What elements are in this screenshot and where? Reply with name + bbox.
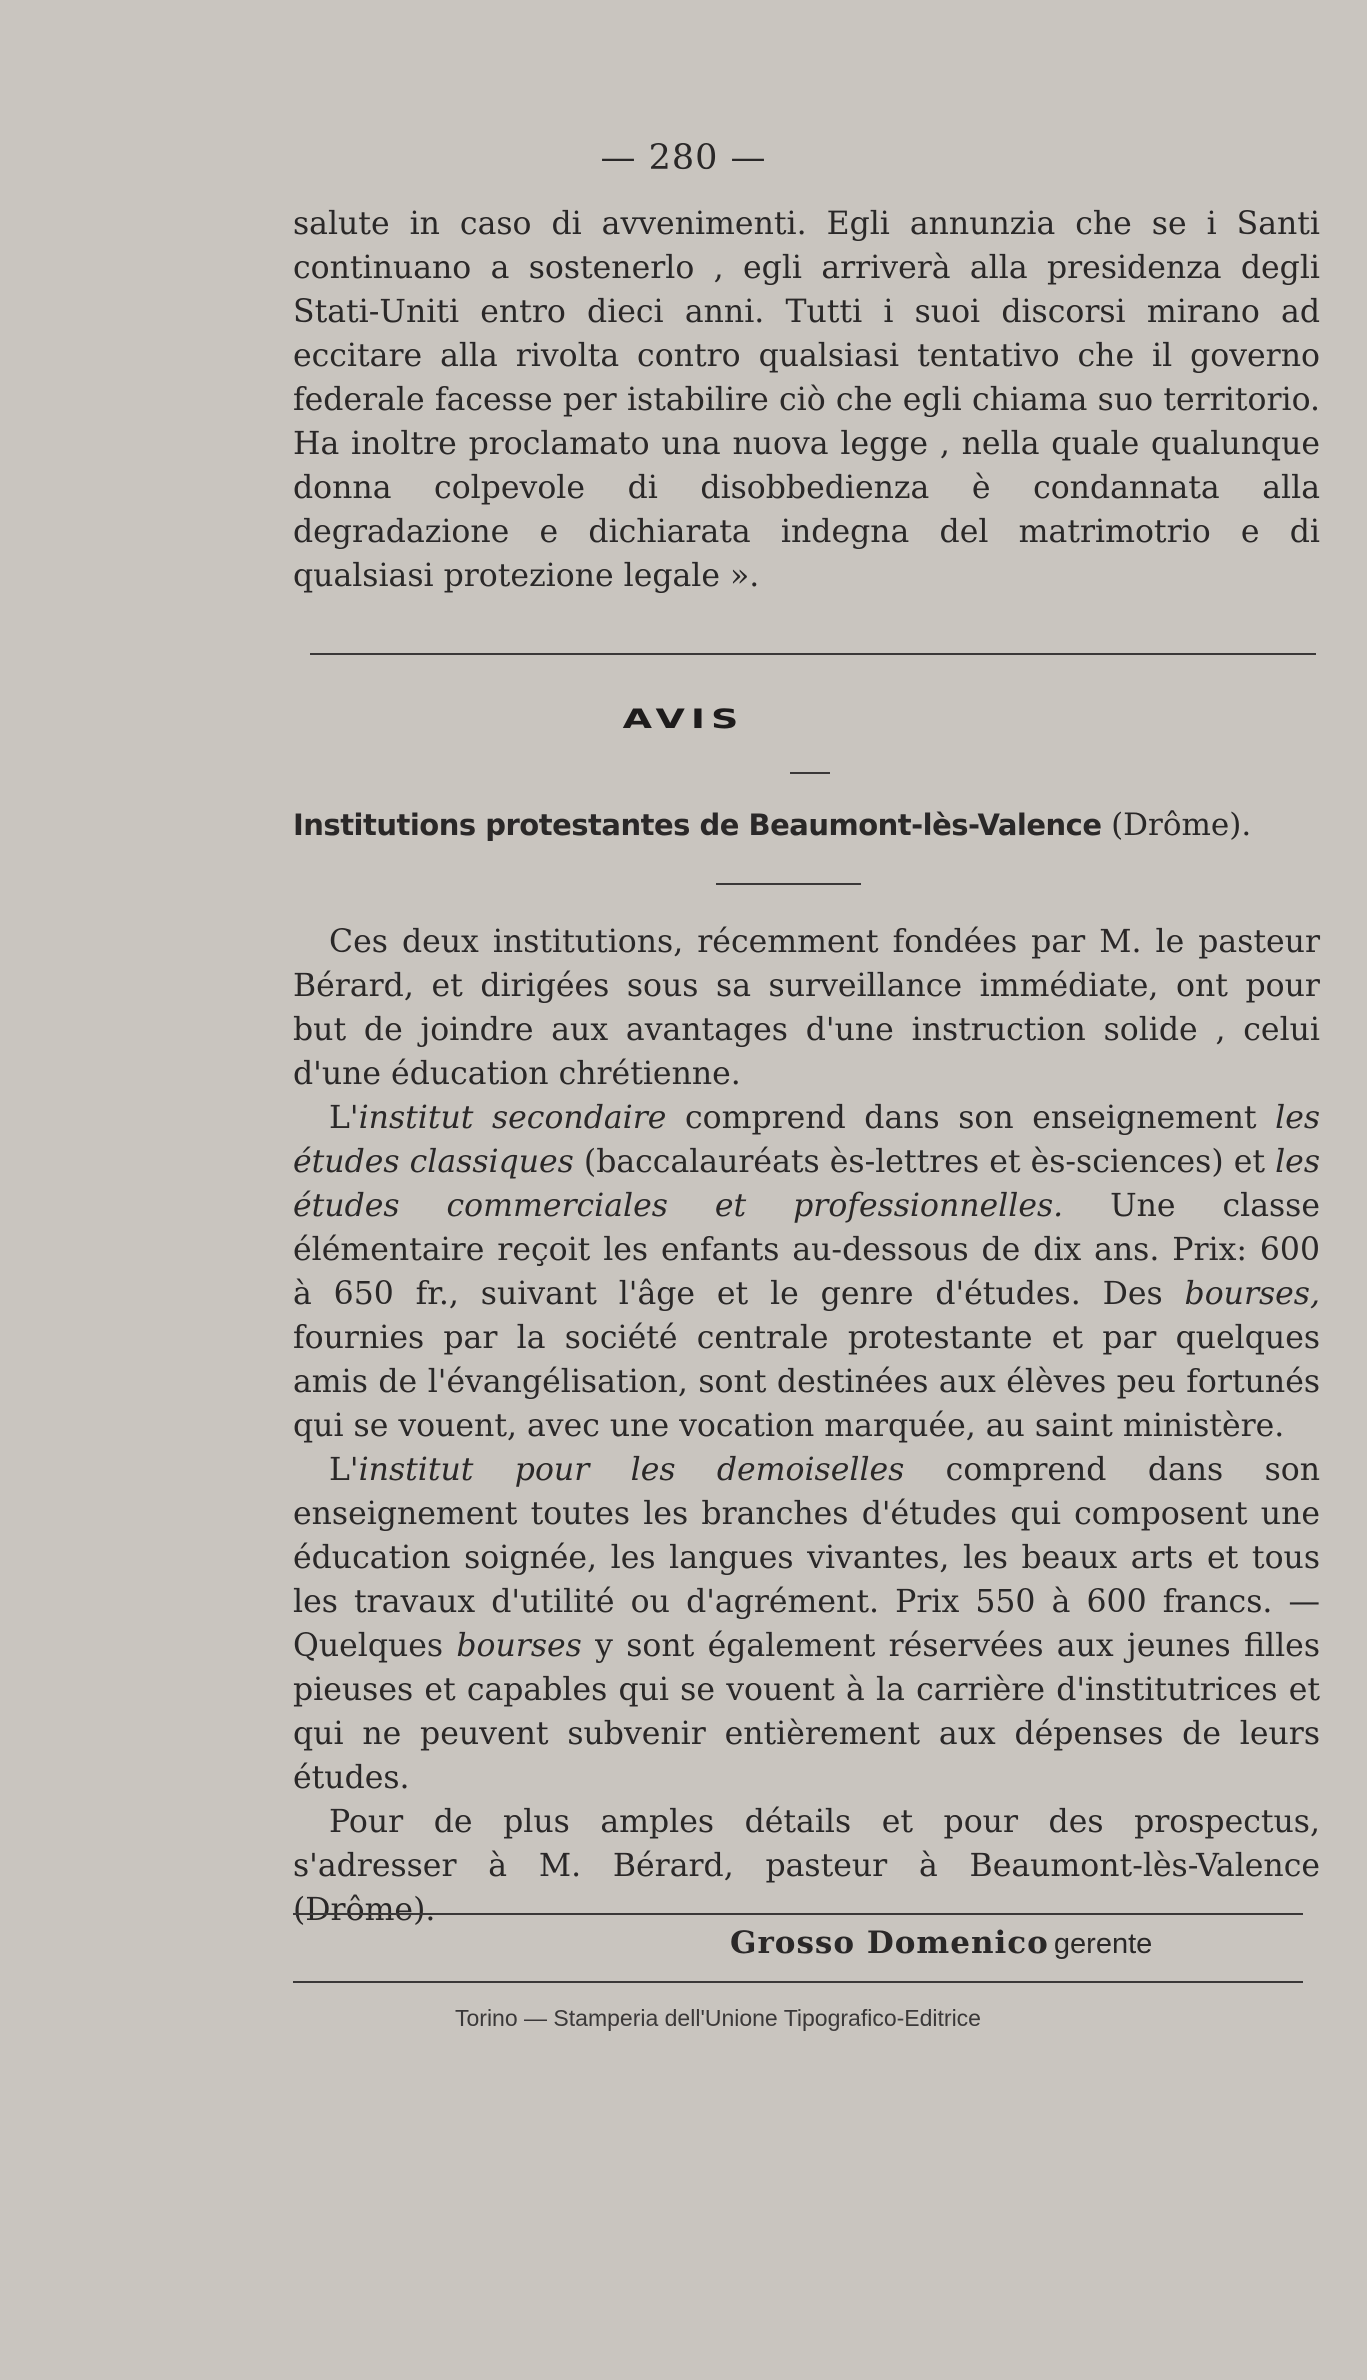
signature-name: Grosso Domenico	[730, 1925, 1049, 1961]
intro-paragraph: salute in caso di avvenimenti. Egli annunzia che se i Santi continuano a sostenerlo , egli arriverà alla presidenza degli Stati-Uniti entro dieci anni. Tutti i suoi discorsi mirano ad eccitare alla rivolta contro qualsiasi tentativo che il governo federale facesse per istabilire ciò che egli chiama suo territorio. Ha inoltre proclamato una nuova legge , nella quale qualunque donna colpevole di disobbedienza è condannata alla degradazione e dichiarata indegna del matrimotrio e di qualsiasi protezione legale ».	[293, 206, 1320, 594]
avis-title: AVIS	[622, 703, 745, 735]
page-number: — 280 —	[600, 138, 767, 178]
p3-text-2: comprend dans son enseignement toutes les branches d'études qui composent une éducation soignée, les langues vivantes, les beaux arts et tous les travaux d'utilité ou d'agrément. Prix 550 à 600 francs. — Quelques	[293, 1452, 1320, 1664]
p3-text-3: y sont également réservées aux jeunes filles pieuses et capables qui se vouent à la carrière d'institutrices et qui ne peuvent subvenir entièrement aux dépenses de leurs études.	[293, 1628, 1320, 1796]
heading-institutions: Institutions protestantes de Beaumont-lès-Valence	[293, 808, 1102, 842]
p2-italic-3: les études commerciales et professionnelles.	[293, 1144, 1320, 1224]
section-divider	[310, 653, 1316, 655]
intro-text-block	[293, 202, 1320, 598]
title-underline	[790, 772, 830, 774]
p2-text-5: fournies par la société centrale protestante et par quelques amis de l'évangélisation, sont destinées aux élèves peu fortunés qui se vouent, avec une vocation marquée, au saint ministère.	[293, 1320, 1320, 1444]
avis-body	[293, 920, 1320, 1932]
p2-text-3: (baccalauréats ès-lettres et ès-sciences) et	[573, 1144, 1276, 1180]
signature	[730, 1925, 1152, 1961]
avis-paragraph-3	[293, 1448, 1320, 1800]
p3-italic-1: institut pour les demoiselles	[358, 1452, 905, 1488]
p2-text-2: comprend dans son enseignement	[666, 1100, 1276, 1136]
p2-text-1: L'	[329, 1100, 359, 1136]
p2-italic-4: bourses,	[1184, 1276, 1320, 1312]
p2-italic-2: les études classiques	[293, 1100, 1321, 1180]
avis-paragraph-4: Pour de plus amples détails et pour des prospectus, s'adresser à M. Bérard, pasteur à Beaumont-lès-Valence (Drôme).	[293, 1804, 1320, 1928]
heading-underline	[716, 883, 861, 885]
avis-heading	[293, 807, 1320, 843]
p2-text-4: Une classe élémentaire reçoit les enfants au-dessous de dix ans. Prix: 600 à 650 fr., suivant l'âge et le genre d'études. Des	[293, 1188, 1320, 1312]
p2-italic-1: institut secondaire	[358, 1100, 667, 1136]
heading-region: (Drôme).	[1111, 807, 1252, 843]
signature-rule-top	[293, 1913, 1303, 1915]
p3-text-1: L'	[329, 1452, 359, 1488]
printer-imprint: Torino — Stamperia dell'Unione Tipografico-Editrice	[455, 2005, 981, 2031]
signature-rule-bottom	[293, 1981, 1303, 1983]
p3-italic-2: bourses	[456, 1628, 582, 1664]
signature-role: gerente	[1053, 1928, 1153, 1960]
avis-paragraph-1: Ces deux institutions, récemment fondées par M. le pasteur Bérard, et dirigées sous sa surveillance immédiate, ont pour but de joindre aux avantages d'une instruction solide , celui d'une éducation chrétienne.	[293, 924, 1320, 1092]
avis-paragraph-2	[293, 1096, 1320, 1448]
